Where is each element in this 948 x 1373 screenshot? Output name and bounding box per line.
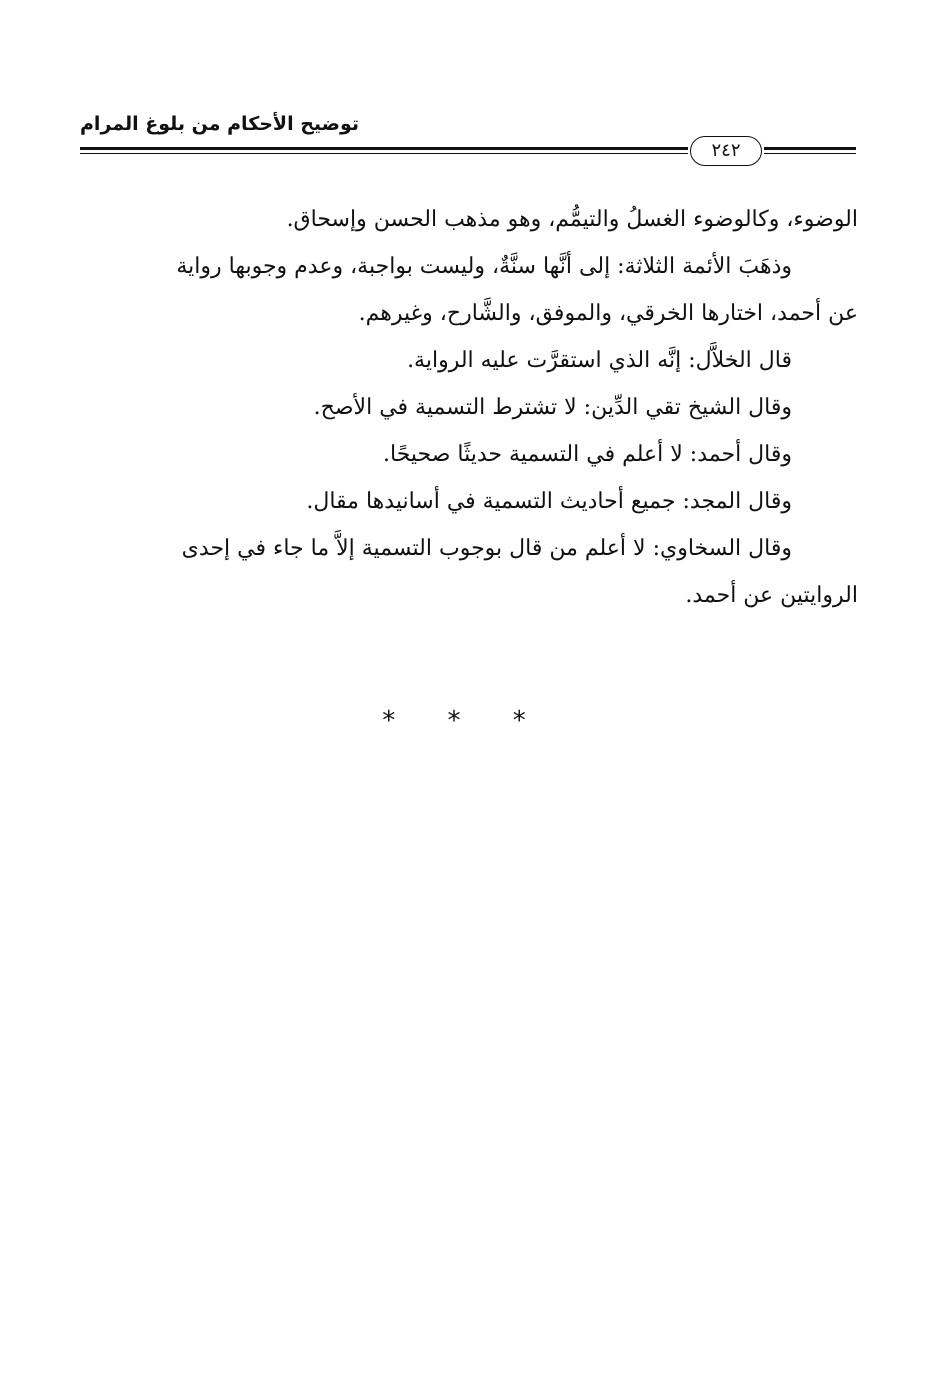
header-rule-right-thick [764, 147, 856, 150]
running-header-title: توضيح الأحكام من بلوغ المرام [80, 113, 360, 135]
header-rule-left-thin [80, 153, 688, 154]
text-line: الروايتين عن أحمد. [685, 583, 858, 608]
text-line: الوضوء، وكالوضوء الغسلُ والتيمُّم، وهو مذهب الحسن وإسحاق. [286, 207, 858, 232]
text-line: قال الخلاَّل: إنَّه الذي استقرَّت عليه الرواية. [407, 348, 792, 373]
page-number-badge: ٢٤٢ [690, 136, 762, 166]
text-line: وقال أحمد: لا أعلم في التسمية حديثًا صحيحًا. [383, 442, 792, 467]
text-line: وذهَبَ الأئمة الثلاثة: إلى أنَّها سنَّةٌ، وليست بواجبة، وعدم وجوبها رواية [176, 254, 792, 279]
text-line: وقال الشيخ تقي الدِّين: لا تشترط التسمية في الأصح. [313, 395, 792, 420]
text-line: عن أحمد، اختارها الخرقي، والموفق، والشَّارح، وغيرهم. [358, 301, 858, 326]
header-rule-right-thin [764, 153, 856, 154]
text-line: وقال المجد: جميع أحاديث التسمية في أسانيدها مقال. [306, 489, 792, 514]
text-line: وقال السخاوي: لا أعلم من قال بوجوب التسمية إلاَّ ما جاء في إحدى [181, 536, 792, 561]
section-separator: * * * [382, 706, 548, 736]
header-rule-left-thick [80, 147, 688, 150]
body-text [80, 196, 858, 619]
